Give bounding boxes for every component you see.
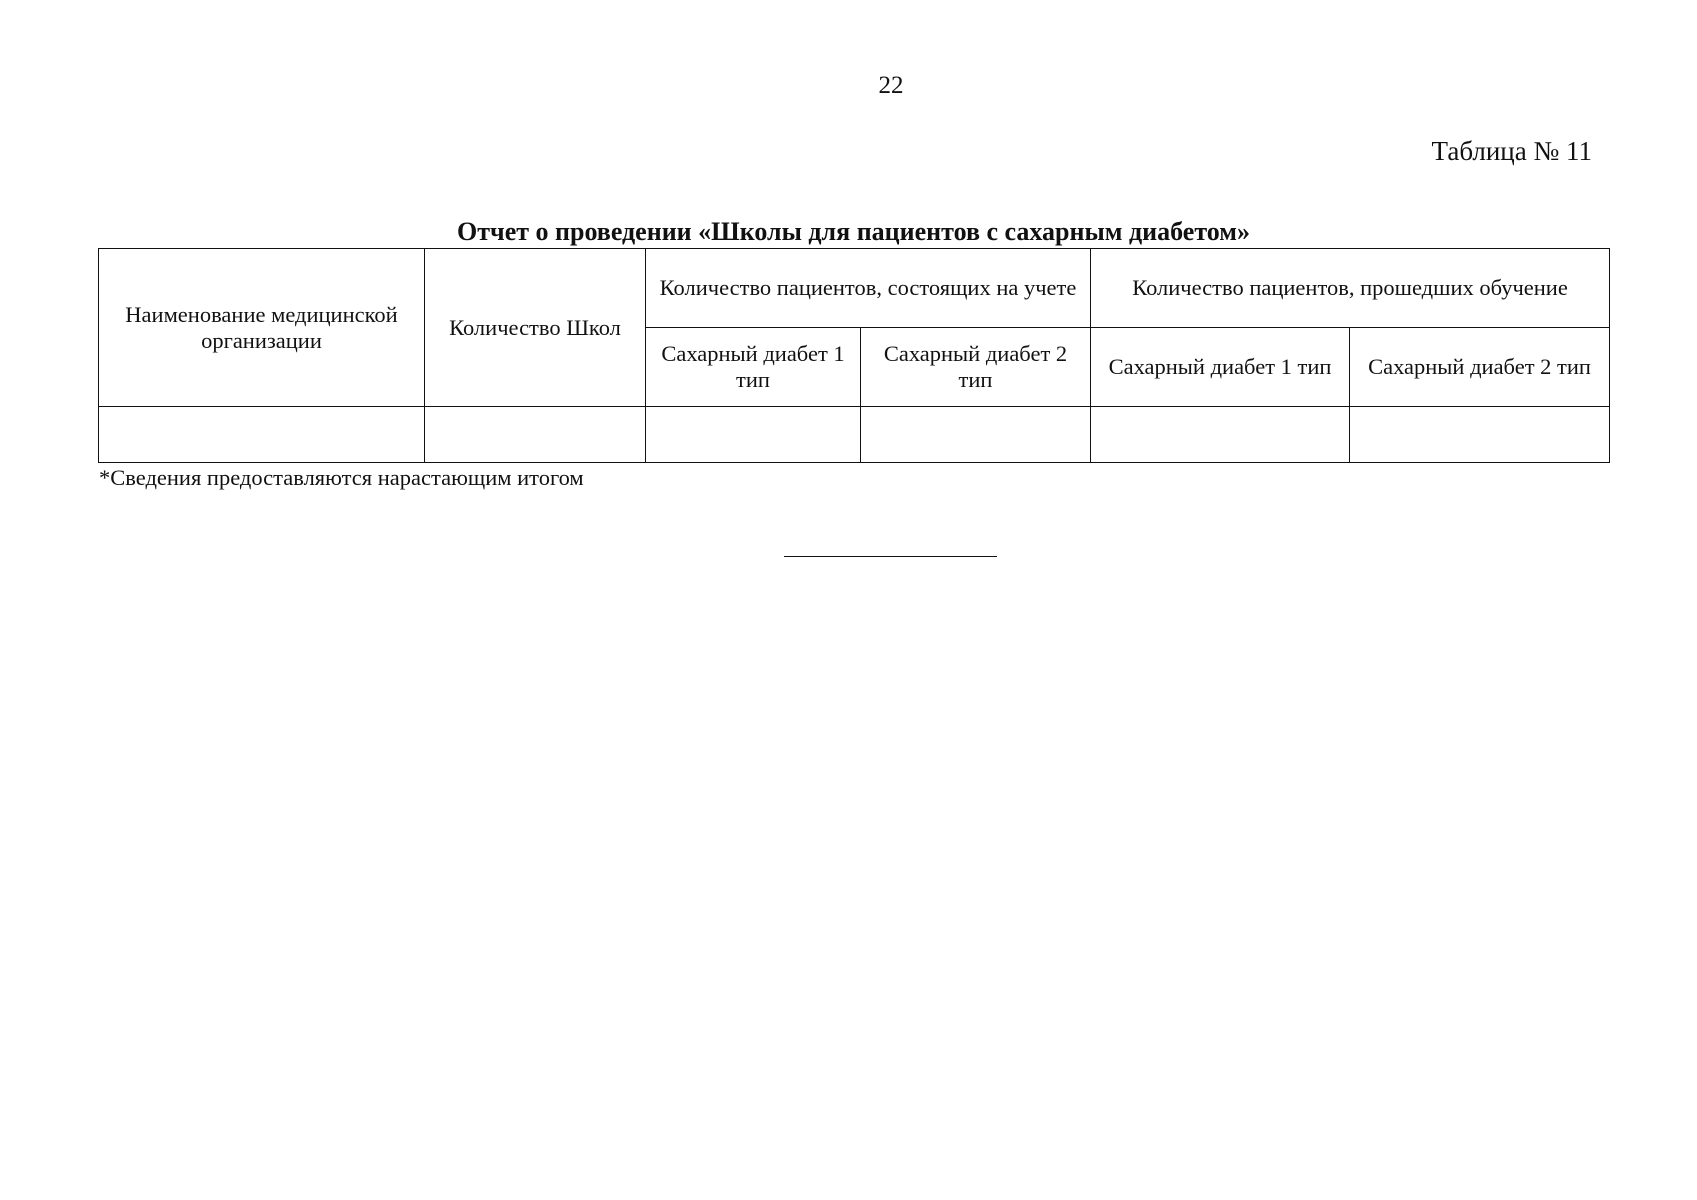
header-trained-patients: Количество пациентов, прошедших обучение (1091, 249, 1610, 328)
report-title: Отчет о проведении «Школы для пациентов с сахарным диабетом» (457, 217, 1250, 246)
cell-school-count (425, 407, 646, 463)
header-registered-type2: Сахарный диабет 2 тип (861, 328, 1091, 407)
header-org-name: Наименование медицинской организации (99, 249, 425, 407)
header-trained-type2: Сахарный диабет 2 тип (1350, 328, 1610, 407)
header-registered-type1: Сахарный диабет 1 тип (646, 328, 861, 407)
cell-trained-type2 (1350, 407, 1610, 463)
page-number: 22 (878, 72, 904, 99)
report-table (98, 248, 1610, 463)
table-header-row (99, 249, 1610, 328)
header-trained-type1: Сахарный диабет 1 тип (1091, 328, 1350, 407)
cell-registered-type2 (861, 407, 1091, 463)
footnote: *Сведения предоставляются нарастающим итогом (99, 465, 584, 490)
cell-org-name (99, 407, 425, 463)
cell-trained-type1 (1091, 407, 1350, 463)
header-school-count: Количество Школ (425, 249, 646, 407)
table-row (99, 407, 1610, 463)
table-label: Таблица № 11 (1431, 136, 1592, 166)
cell-registered-type1 (646, 407, 861, 463)
end-of-document-rule (784, 556, 997, 557)
header-registered-patients: Количество пациентов, состоящих на учете (646, 249, 1091, 328)
